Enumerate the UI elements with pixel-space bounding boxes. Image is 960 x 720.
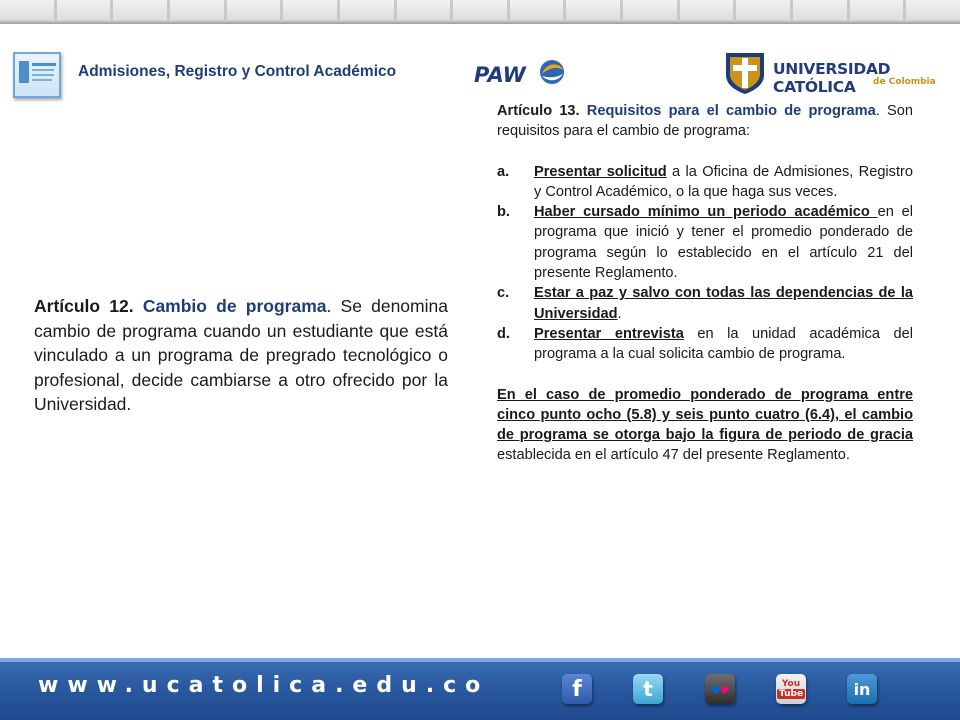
twitter-icon[interactable]: t	[633, 674, 663, 704]
header-divider	[0, 22, 960, 24]
article-13-number: Artículo 13.	[497, 103, 580, 119]
list-item-text: a la Oficina de Admisiones, Registro y Control Académico, o la que haga sus veces.	[534, 163, 914, 200]
list-item-text: en la unidad académica del programa a la cual solicita cambio de programa.	[534, 325, 913, 363]
list-marker: d.	[497, 325, 510, 342]
list-marker: a.	[497, 163, 510, 180]
website-link[interactable]: www.ucatolica.edu.co	[38, 673, 490, 698]
university-subtitle: de Colombia	[873, 77, 936, 87]
paw-logo-text: PAW	[474, 63, 526, 87]
list-item	[497, 162, 913, 203]
linkedin-icon[interactable]: in	[847, 674, 877, 704]
list-item-underlined: Estar a paz y salvo con todas las dependencias de la Universidad	[534, 285, 913, 322]
article-13-heading	[497, 101, 913, 142]
list-item-underlined: Presentar entrevista	[534, 325, 684, 342]
header-decoration	[0, 0, 960, 22]
article-12	[34, 294, 448, 417]
list-item-text: en el programa que inició y tener el promedio ponderado de programa según lo establecido en el artículo 21 del presente Reglamento.	[534, 204, 913, 282]
closing-underlined: En el caso de promedio ponderado de programa entre cinco punto ocho (5.8) y seis punto cuatro (6.4), el cambio de programa se otorga bajo la figura de periodo de gracia	[497, 386, 913, 444]
article-13	[497, 101, 913, 466]
list-item	[497, 202, 913, 283]
list-item-underlined: Haber cursado mínimo un periodo académico	[534, 204, 878, 221]
list-marker: b.	[497, 204, 510, 221]
list-marker: c.	[497, 285, 510, 302]
university-name-part2: CATÓLICA	[773, 78, 856, 96]
article-13-intro: . Son requisitos para el cambio de programa:	[497, 103, 913, 140]
article-13-closing	[497, 385, 913, 466]
list-item-underlined: Presentar solicitud	[534, 163, 667, 180]
article-12-title: Cambio de programa	[142, 296, 327, 316]
university-crest	[722, 49, 768, 95]
paw-logo	[472, 58, 568, 88]
article-12-body: . Se denomina cambio de programa cuando un estudiante que está vinculado a un programa de pregrado tecnológico o profesional, decide cambiarse a otro ofrecido por la Universidad.	[34, 296, 448, 414]
footer-stripe	[0, 658, 960, 662]
article-12-number: Artículo 12.	[34, 296, 134, 316]
header-title: Admisiones, Registro y Control Académico	[78, 63, 397, 80]
university-name-part1: UNIVERSIDAD	[773, 60, 891, 78]
list-item	[497, 324, 913, 365]
flickr-icon[interactable]	[705, 674, 735, 704]
list-item	[497, 283, 913, 324]
list-item-text: .	[617, 305, 622, 322]
article-13-title: Requisitos para el cambio de programa	[586, 103, 876, 119]
facebook-icon[interactable]: f	[562, 674, 592, 704]
closing-text: establecida en el artículo 47 del presente Reglamento.	[497, 447, 850, 464]
youtube-icon[interactable]: You Tube	[776, 674, 806, 704]
office-logo	[13, 52, 61, 98]
